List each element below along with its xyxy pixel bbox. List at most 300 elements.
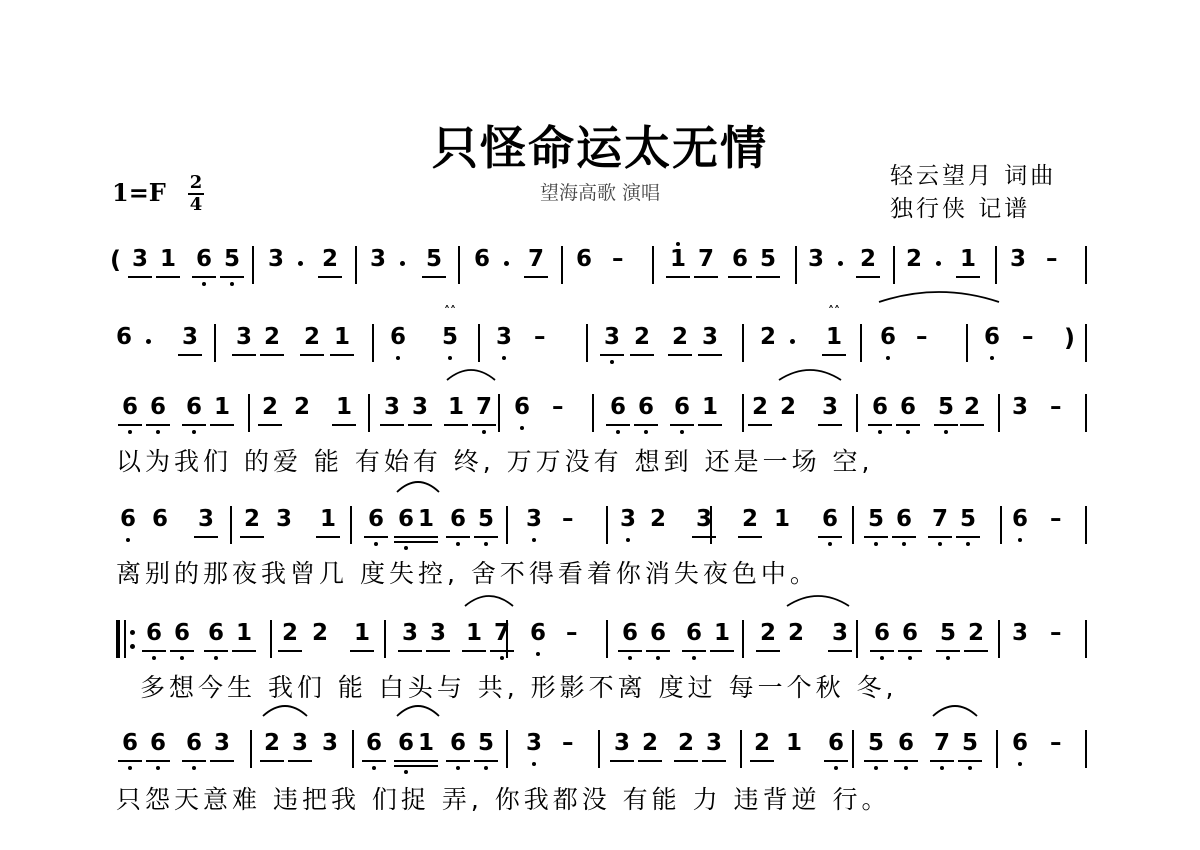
note: 1	[825, 324, 842, 350]
note: 3	[525, 506, 542, 532]
note: 6	[473, 246, 490, 272]
repeat-dot	[130, 630, 135, 635]
low-octave-dot	[202, 282, 206, 286]
low-octave-dot	[944, 430, 948, 434]
note: 3	[321, 730, 338, 756]
low-octave-dot	[628, 656, 632, 660]
note: 3	[525, 730, 542, 756]
eighth-underline	[964, 650, 988, 652]
note: 6	[195, 246, 212, 272]
note: 3	[695, 506, 712, 532]
note: 6	[1011, 506, 1028, 532]
singer-credit: 望海高歌 演唱	[539, 182, 661, 204]
eighth-underline	[960, 424, 984, 426]
note: 6	[529, 620, 546, 646]
low-octave-dot	[874, 542, 878, 546]
note: 1	[417, 506, 434, 532]
eighth-underline	[260, 354, 284, 356]
eighth-underline	[670, 424, 694, 426]
eighth-underline	[178, 354, 202, 356]
eighth-underline	[694, 276, 718, 278]
note: 3	[131, 246, 148, 272]
close-paren: )	[1064, 324, 1075, 352]
augmentation-dot	[298, 261, 303, 266]
eighth-underline	[472, 424, 496, 426]
note: 3	[821, 394, 838, 420]
barline	[1085, 394, 1087, 432]
low-octave-dot	[990, 356, 994, 360]
note: 1	[713, 620, 730, 646]
eighth-underline	[210, 760, 234, 762]
note: 7	[475, 394, 492, 420]
eighth-underline	[490, 650, 514, 652]
barline	[652, 246, 654, 284]
low-octave-dot	[834, 766, 838, 770]
note: 3	[267, 246, 284, 272]
augmentation-dot	[146, 339, 151, 344]
barline	[852, 506, 854, 544]
note: 2	[641, 730, 658, 756]
note: 1	[701, 394, 718, 420]
low-octave-dot	[404, 770, 408, 774]
barline	[860, 324, 862, 362]
note: 6	[185, 394, 202, 420]
note: 2	[243, 506, 260, 532]
barline	[1000, 506, 1002, 544]
note: 3	[613, 730, 630, 756]
low-octave-dot	[520, 426, 524, 430]
lyric-line: 以为我们 的爱 能 有始有 终, 万万没有 想到 还是一场 空,	[116, 447, 874, 476]
barline	[250, 730, 252, 768]
note: 3	[1011, 620, 1028, 646]
eighth-underline	[668, 354, 692, 356]
note: 2	[671, 324, 688, 350]
low-octave-dot	[938, 542, 942, 546]
eighth-underline	[956, 536, 980, 538]
note: 6	[637, 394, 654, 420]
low-octave-dot	[456, 542, 460, 546]
ornament: ˄˄	[828, 304, 840, 318]
low-octave-dot	[128, 430, 132, 434]
composer-credits	[890, 160, 1056, 226]
eighth-underline	[896, 424, 920, 426]
low-octave-dot	[128, 766, 132, 770]
low-octave-dot	[886, 356, 890, 360]
eighth-underline	[170, 650, 194, 652]
note: 6	[609, 394, 626, 420]
note: 6	[145, 620, 162, 646]
eighth-underline	[220, 276, 244, 278]
note: 3	[383, 394, 400, 420]
key-signature: 1=F	[112, 178, 166, 207]
eighth-underline	[142, 650, 166, 652]
eighth-underline	[864, 536, 888, 538]
note: 2	[677, 730, 694, 756]
eighth-underline	[646, 650, 670, 652]
low-octave-dot	[404, 546, 408, 550]
low-octave-dot	[966, 542, 970, 546]
note: 2	[859, 246, 876, 272]
eighth-underline	[260, 760, 284, 762]
note: 1	[213, 394, 230, 420]
lyric-line: 离别的那夜我曾几 度失控, 舍不得看着你消失夜色中。	[116, 559, 819, 588]
note: 6	[685, 620, 702, 646]
note: 5	[867, 506, 884, 532]
low-octave-dot	[156, 766, 160, 770]
note: 5	[441, 324, 458, 350]
barline	[598, 730, 600, 768]
note: 3	[411, 394, 428, 420]
barline	[458, 246, 460, 284]
barline	[372, 324, 374, 362]
slur	[932, 702, 978, 718]
low-octave-dot	[180, 656, 184, 660]
eighth-underline	[232, 354, 256, 356]
note: 3	[369, 246, 386, 272]
note: 1	[959, 246, 976, 272]
low-octave-dot	[484, 542, 488, 546]
eighth-underline	[738, 536, 762, 538]
note: 1	[159, 246, 176, 272]
eighth-underline	[870, 650, 894, 652]
low-octave-dot	[126, 538, 130, 542]
low-octave-dot	[904, 766, 908, 770]
note: 7	[933, 730, 950, 756]
eighth-underline	[822, 354, 846, 356]
note: 3	[181, 324, 198, 350]
note: 1	[353, 620, 370, 646]
low-octave-dot	[828, 542, 832, 546]
sixteenth-underline	[414, 765, 438, 767]
time-signature	[188, 174, 204, 214]
barline	[893, 246, 895, 284]
low-octave-dot	[680, 430, 684, 434]
barline	[996, 730, 998, 768]
barline	[350, 506, 352, 544]
note: 3	[831, 620, 848, 646]
note: 3	[701, 324, 718, 350]
note: 3	[807, 246, 824, 272]
note: 6	[121, 394, 138, 420]
sixteenth-underline	[414, 541, 438, 543]
note: 2	[263, 324, 280, 350]
eighth-underline	[956, 276, 980, 278]
low-octave-dot	[456, 766, 460, 770]
note: 6	[449, 506, 466, 532]
augmentation-dot	[400, 261, 405, 266]
slur	[786, 592, 850, 608]
low-octave-dot	[214, 656, 218, 660]
augmentation-dot	[936, 261, 941, 266]
low-octave-dot	[1018, 762, 1022, 766]
note: 2	[751, 394, 768, 420]
barline	[742, 324, 744, 362]
transcriber: 独行侠 记谱	[890, 196, 1031, 222]
note: 5	[959, 506, 976, 532]
note: 1	[333, 324, 350, 350]
barline	[1085, 506, 1087, 544]
note: 5	[939, 620, 956, 646]
meter-numerator: 2	[189, 172, 203, 193]
note: 6	[389, 324, 406, 350]
sustain-dash: –	[566, 620, 578, 646]
barline	[856, 620, 858, 658]
note: 3	[619, 506, 636, 532]
note: 1	[465, 620, 482, 646]
note: 1	[335, 394, 352, 420]
eighth-underline	[380, 424, 404, 426]
ornament: ˄˄	[444, 304, 456, 318]
note: 6	[879, 324, 896, 350]
note: 5	[937, 394, 954, 420]
barline	[355, 246, 357, 284]
note: 6	[873, 620, 890, 646]
eighth-underline	[666, 276, 690, 278]
note: 1	[773, 506, 790, 532]
note: 2	[759, 324, 776, 350]
eighth-underline	[474, 760, 498, 762]
eighth-underline	[398, 650, 422, 652]
note: 6	[149, 394, 166, 420]
barline	[1085, 730, 1087, 768]
eighth-underline	[118, 424, 142, 426]
note: 2	[303, 324, 320, 350]
low-octave-dot	[192, 430, 196, 434]
repeat-dot	[130, 644, 135, 649]
eighth-underline	[318, 276, 342, 278]
note: 2	[293, 394, 310, 420]
note: 3	[291, 730, 308, 756]
low-octave-dot	[946, 656, 950, 660]
lyric-line: 只怨天意难 违把我 们捉 弄, 你我都没 有能 力 违背逆 行。	[116, 785, 891, 814]
eighth-underline	[756, 276, 780, 278]
note: 7	[493, 620, 510, 646]
eighth-underline	[674, 760, 698, 762]
note: 3	[705, 730, 722, 756]
barline	[230, 506, 232, 544]
eighth-underline	[606, 424, 630, 426]
note: 3	[197, 506, 214, 532]
barline	[506, 506, 508, 544]
lyric-line: 多想今生 我们 能 白头与 共, 形影不离 度过 每一个秋 冬,	[140, 673, 898, 702]
eighth-underline	[444, 424, 468, 426]
note: 6	[901, 620, 918, 646]
note: 3	[401, 620, 418, 646]
note: 2	[263, 730, 280, 756]
eighth-underline	[362, 760, 386, 762]
eighth-underline	[240, 536, 264, 538]
eighth-underline	[316, 536, 340, 538]
note: 2	[261, 394, 278, 420]
note: 5	[759, 246, 776, 272]
slur	[878, 288, 1000, 304]
augmentation-dot	[838, 261, 843, 266]
barline	[742, 620, 744, 658]
slur	[262, 702, 308, 718]
barline	[1085, 620, 1087, 658]
slur	[446, 366, 496, 382]
eighth-underline	[146, 424, 170, 426]
eighth-underline	[524, 276, 548, 278]
eighth-underline	[364, 536, 388, 538]
barline	[478, 324, 480, 362]
eighth-underline	[258, 424, 282, 426]
low-octave-dot	[874, 766, 878, 770]
low-octave-dot	[192, 766, 196, 770]
note: 7	[931, 506, 948, 532]
eighth-underline	[934, 424, 958, 426]
note: 7	[527, 246, 544, 272]
low-octave-dot	[940, 766, 944, 770]
low-octave-dot	[396, 356, 400, 360]
eighth-underline	[894, 760, 918, 762]
barline	[368, 394, 370, 432]
barline	[966, 324, 968, 362]
note: 3	[275, 506, 292, 532]
eighth-underline	[182, 760, 206, 762]
eighth-underline	[828, 650, 852, 652]
eighth-underline	[818, 536, 842, 538]
note: 6	[119, 506, 136, 532]
eighth-underline	[818, 424, 842, 426]
low-octave-dot	[374, 542, 378, 546]
note: 5	[477, 730, 494, 756]
note: 6	[121, 730, 138, 756]
note: 1	[417, 730, 434, 756]
barline	[998, 394, 1000, 432]
sustain-dash: –	[1050, 394, 1062, 420]
note: 6	[899, 394, 916, 420]
barline	[248, 394, 250, 432]
eighth-underline	[462, 650, 486, 652]
barline	[561, 246, 563, 284]
low-octave-dot	[656, 656, 660, 660]
barline	[1085, 324, 1087, 362]
note: 2	[311, 620, 328, 646]
eighth-underline	[930, 760, 954, 762]
low-octave-dot	[372, 766, 376, 770]
eighth-underline	[156, 276, 180, 278]
barline	[214, 324, 216, 362]
note: 2	[633, 324, 650, 350]
eighth-underline	[210, 424, 234, 426]
open-paren: (	[110, 246, 121, 274]
eighth-underline	[118, 760, 142, 762]
note: 1	[235, 620, 252, 646]
note: 3	[235, 324, 252, 350]
note: 6	[397, 730, 414, 756]
eighth-underline	[426, 650, 450, 652]
note: 6	[151, 506, 168, 532]
slur	[396, 702, 440, 718]
song-title: 只怪命运太无情	[432, 121, 768, 175]
eighth-underline	[204, 650, 228, 652]
note: 6	[1011, 730, 1028, 756]
barline	[742, 394, 744, 432]
barline	[506, 730, 508, 768]
note: 7	[697, 246, 714, 272]
note: 2	[967, 620, 984, 646]
eighth-underline	[192, 276, 216, 278]
note: 2	[281, 620, 298, 646]
sustain-dash: –	[1022, 324, 1034, 350]
low-octave-dot	[906, 430, 910, 434]
eighth-underline	[414, 536, 438, 538]
eighth-underline	[682, 650, 706, 652]
eighth-underline	[446, 760, 470, 762]
sustain-dash: –	[1050, 620, 1062, 646]
low-octave-dot	[880, 656, 884, 660]
barline	[606, 620, 608, 658]
note: 6	[173, 620, 190, 646]
slur	[778, 366, 842, 382]
note: 5	[425, 246, 442, 272]
eighth-underline	[824, 760, 848, 762]
eighth-underline	[300, 354, 324, 356]
note: 6	[821, 506, 838, 532]
note: 5	[477, 506, 494, 532]
note: 5	[961, 730, 978, 756]
low-octave-dot	[968, 766, 972, 770]
low-octave-dot	[616, 430, 620, 434]
low-octave-dot	[626, 538, 630, 542]
note: 6	[575, 246, 592, 272]
note: 6	[649, 620, 666, 646]
eighth-underline	[892, 536, 916, 538]
note: 6	[365, 730, 382, 756]
low-octave-dot	[610, 360, 614, 364]
eighth-underline	[446, 536, 470, 538]
note: 6	[367, 506, 384, 532]
eighth-underline	[750, 760, 774, 762]
barline	[995, 246, 997, 284]
sustain-dash: –	[1050, 730, 1062, 756]
eighth-underline	[634, 424, 658, 426]
barline	[592, 394, 594, 432]
barline	[384, 620, 386, 658]
slur	[464, 592, 514, 608]
note: 1	[785, 730, 802, 756]
eighth-underline	[288, 760, 312, 762]
eighth-underline	[350, 650, 374, 652]
low-octave-dot	[1018, 538, 1022, 542]
eighth-underline	[182, 424, 206, 426]
note: 6	[897, 730, 914, 756]
low-octave-dot	[532, 538, 536, 542]
note: 6	[397, 506, 414, 532]
eighth-underline	[610, 760, 634, 762]
eighth-underline	[638, 760, 662, 762]
eighth-underline	[600, 354, 624, 356]
eighth-underline	[898, 650, 922, 652]
sustain-dash: –	[1050, 506, 1062, 532]
eighth-underline	[958, 760, 982, 762]
note: 2	[759, 620, 776, 646]
low-octave-dot	[532, 762, 536, 766]
note: 6	[621, 620, 638, 646]
note: 6	[827, 730, 844, 756]
note: 6	[983, 324, 1000, 350]
low-octave-dot	[156, 430, 160, 434]
barline	[856, 394, 858, 432]
barline	[606, 506, 608, 544]
low-octave-dot	[484, 766, 488, 770]
barline	[998, 620, 1000, 658]
eighth-underline	[146, 760, 170, 762]
barline	[352, 730, 354, 768]
slur	[396, 478, 440, 494]
note: 6	[895, 506, 912, 532]
